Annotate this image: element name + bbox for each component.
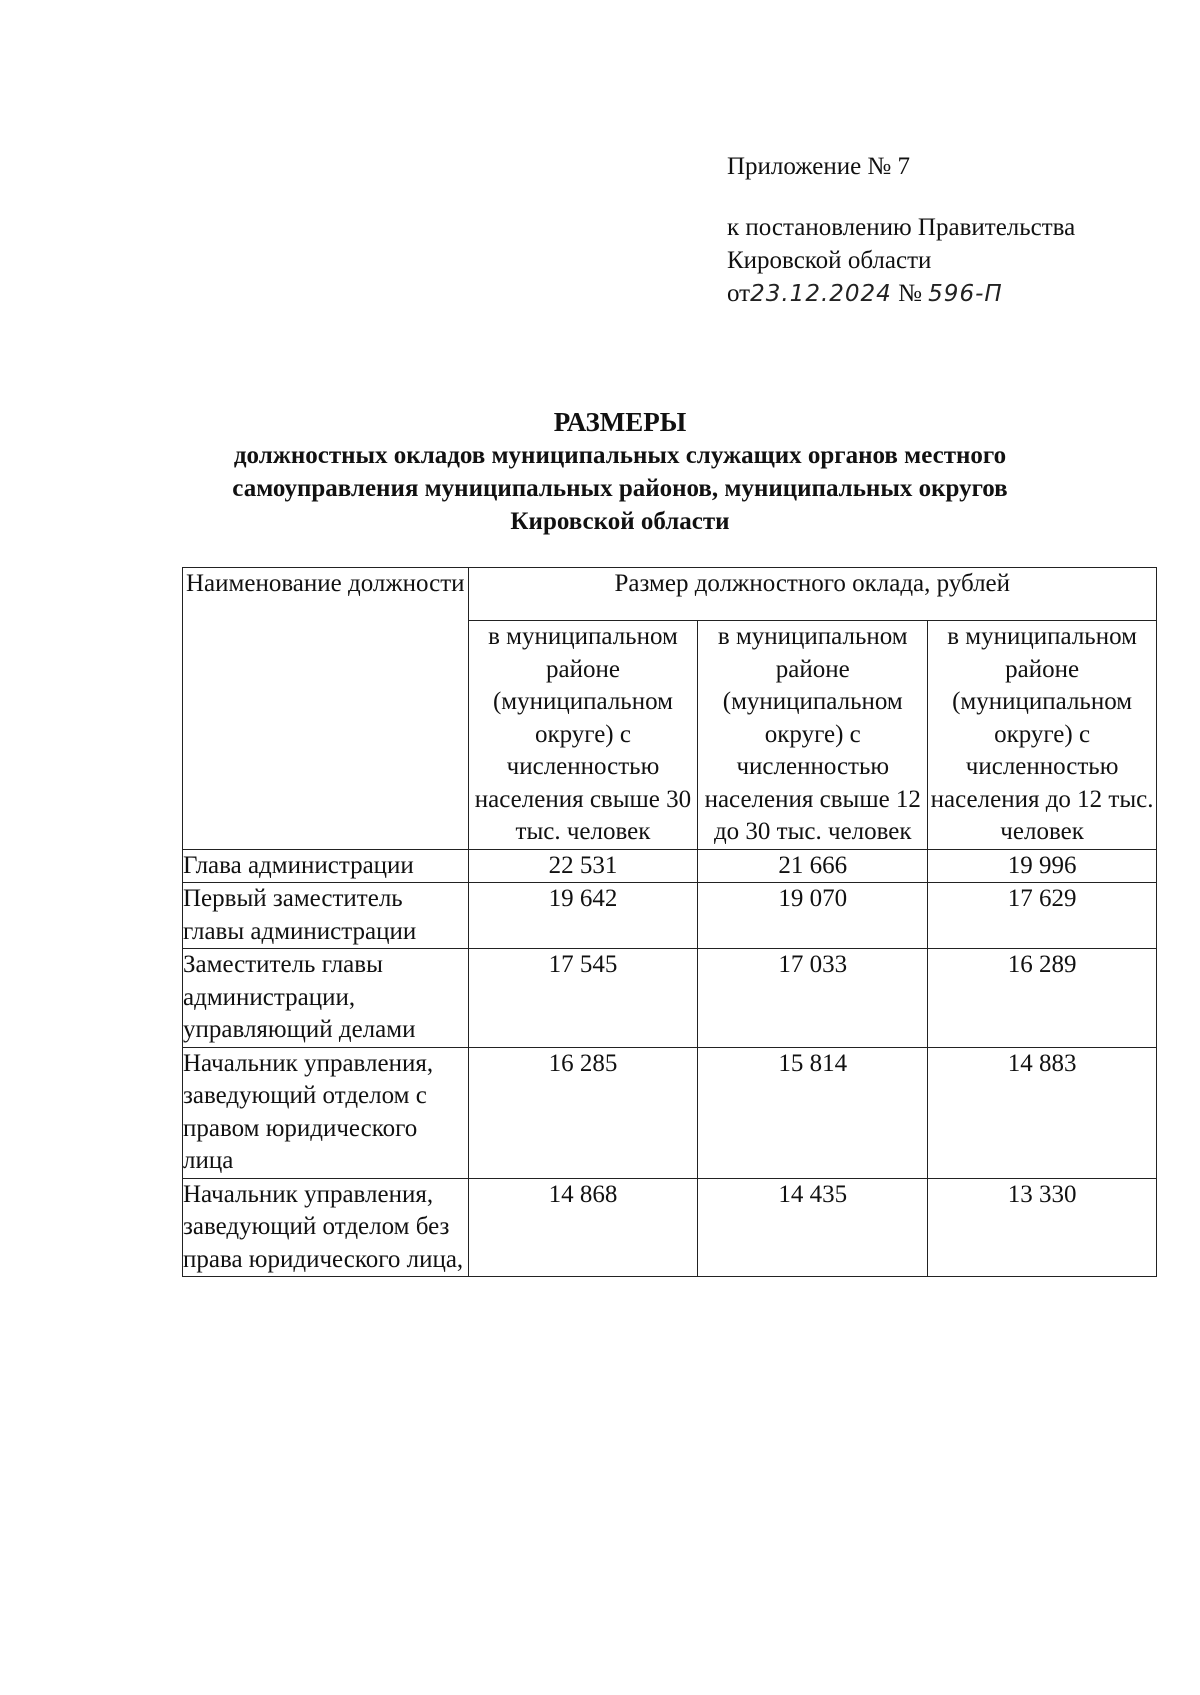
salary-under-12k: 13 330 (928, 1178, 1157, 1277)
salary-12k-to-30k: 19 070 (698, 883, 928, 949)
header-position-name: Наименование должности (183, 568, 469, 850)
appendix-block (727, 150, 1167, 311)
salary-under-12k: 14 883 (928, 1047, 1157, 1178)
salary-over-30k: 16 285 (468, 1047, 698, 1178)
salary-under-12k: 17 629 (928, 883, 1157, 949)
salary-12k-to-30k: 14 435 (698, 1178, 928, 1277)
salary-under-12k: 16 289 (928, 949, 1157, 1048)
position-name: Глава администрации (183, 849, 469, 883)
appendix-region-line: Кировской области (727, 247, 932, 274)
title-main: РАЗМЕРЫ (553, 407, 687, 437)
position-name: Начальник управления, заведующий отделом с правом юридического лица (183, 1047, 469, 1178)
appendix-gap (727, 183, 1167, 211)
subheader-under-12k: в муниципальном районе (муниципальном округе) с численностью населения до 12 тыс. человек (928, 621, 1157, 850)
position-name: Заместитель главы администрации, управляющий делами (183, 949, 469, 1048)
handwritten-doc-number: 596-П (928, 281, 1003, 307)
table-row (183, 849, 1157, 883)
salary-12k-to-30k: 15 814 (698, 1047, 928, 1178)
number-prefix: № (898, 280, 922, 307)
salary-table (182, 567, 1157, 1277)
handwritten-date: 23.12.2024 (750, 281, 892, 307)
salary-over-30k: 19 642 (468, 883, 698, 949)
title-line-1: должностных окладов муниципальных служащих органов местного (233, 442, 1007, 469)
salary-under-12k: 19 996 (928, 849, 1157, 883)
subheader-over-30k: в муниципальном районе (муниципальном округе) с численностью населения свыше 30 тыс. человек (468, 621, 698, 850)
appendix-to-line: к постановлению Правительства (727, 214, 1076, 241)
table-row (183, 883, 1157, 949)
table-header-row (183, 568, 1157, 621)
title-line-3: Кировской области (510, 508, 730, 535)
document-title (180, 405, 1060, 538)
position-name: Начальник управления, заведующий отделом без права юридического лица, (183, 1178, 469, 1277)
table-row (183, 1047, 1157, 1178)
subheader-12k-to-30k: в муниципальном районе (муниципальном округе) с численностью населения свыше 12 до 30 тыс. человек (698, 621, 928, 850)
salary-12k-to-30k: 17 033 (698, 949, 928, 1048)
table-row (183, 949, 1157, 1048)
salary-over-30k: 22 531 (468, 849, 698, 883)
date-prefix: от (727, 280, 751, 307)
position-name: Первый заместитель главы администрации (183, 883, 469, 949)
salary-over-30k: 17 545 (468, 949, 698, 1048)
salary-over-30k: 14 868 (468, 1178, 698, 1277)
appendix-date-line (727, 277, 1167, 311)
header-salary-size: Размер должностного оклада, рублей (468, 568, 1156, 621)
table-row (183, 1178, 1157, 1277)
appendix-number: Приложение № 7 (727, 153, 911, 180)
title-line-2: самоуправления муниципальных районов, муниципальных округов (232, 475, 1008, 502)
salary-12k-to-30k: 21 666 (698, 849, 928, 883)
